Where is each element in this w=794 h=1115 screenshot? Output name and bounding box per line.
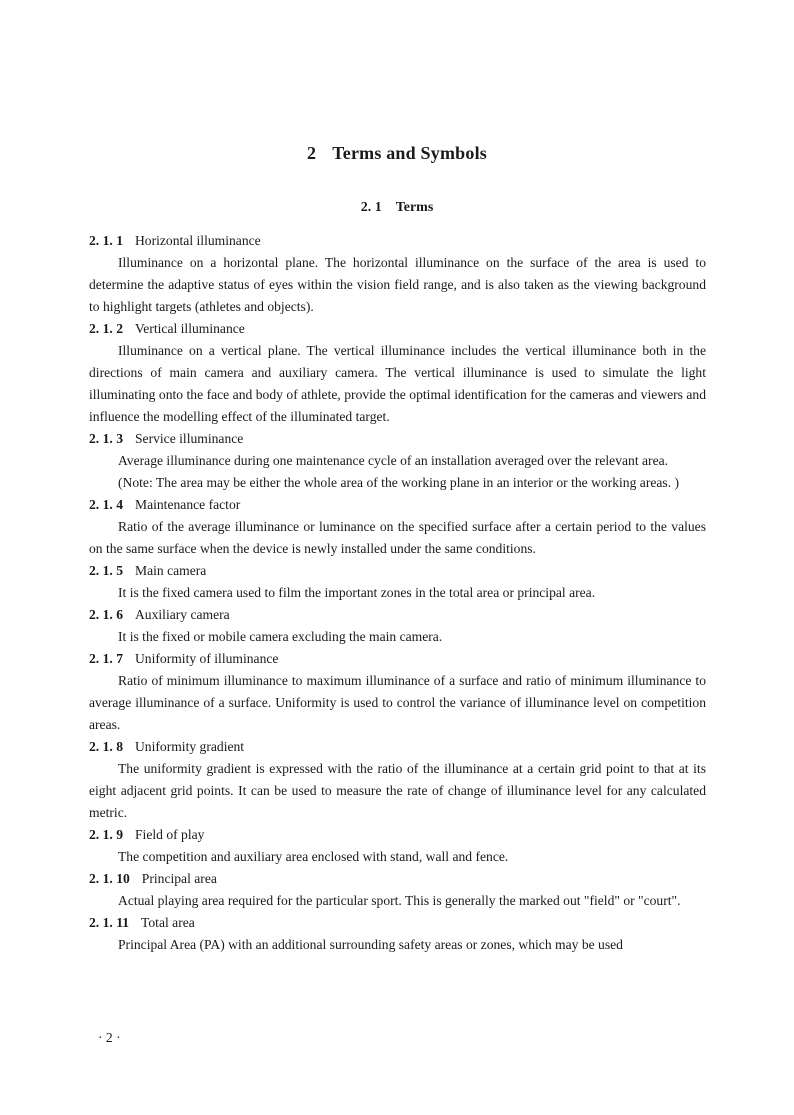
term-definition: Illuminance on a vertical plane. The vertical illuminance includes the vertical illuminance both in the directions of main camera and auxiliary camera. The vertical illuminance is used to simulate the light illuminating onto the face and body of athlete, provide the optimal identification for the cameras and viewers and influence the modelling effect of the illuminated target. [89, 343, 706, 424]
term-entry [89, 230, 706, 318]
term-number: 2. 1. 10 [89, 871, 130, 886]
term-number: 2. 1. 7 [89, 651, 123, 666]
term-definition: The competition and auxiliary area enclosed with stand, wall and fence. [118, 849, 509, 864]
term-number: 2. 1. 9 [89, 827, 123, 842]
term-title: Auxiliary camera [134, 607, 230, 622]
term-number: 2. 1. 4 [89, 497, 123, 512]
chapter-title [0, 143, 794, 164]
term-entry [89, 604, 706, 648]
term-number: 2. 1. 3 [89, 431, 123, 446]
term-heading [89, 868, 706, 890]
term-title: Uniformity gradient [134, 739, 245, 754]
term-heading [89, 604, 706, 626]
term-entry [89, 428, 706, 494]
term-definition: (Note: The area may be either the whole area of the working plane in an interior or the working areas. ) [118, 475, 680, 490]
term-title: Principal area [141, 871, 217, 886]
section-title [0, 200, 794, 216]
term-title: Vertical illuminance [134, 321, 245, 336]
term-entry [89, 824, 706, 868]
term-title: Main camera [134, 563, 207, 578]
section-title-text: Terms [395, 200, 434, 215]
term-definition: The uniformity gradient is expressed with the ratio of the illuminance at a certain grid point to that at its eight adjacent grid points. It can be used to measure the rate of change of illuminance level for any calculated metric. [89, 761, 706, 820]
term-number: 2. 1. 1 [89, 233, 123, 248]
term-entry [89, 736, 706, 824]
term-entry [89, 912, 706, 956]
term-definition: Average illuminance during one maintenance cycle of an installation averaged over the relevant area. [118, 453, 669, 468]
term-number: 2. 1. 2 [89, 321, 123, 336]
chapter-number: 2 [307, 143, 317, 163]
term-number: 2. 1. 11 [89, 915, 130, 930]
term-title: Uniformity of illuminance [134, 651, 279, 666]
term-number: 2. 1. 5 [89, 563, 123, 578]
term-heading [89, 494, 706, 516]
term-definition: Actual playing area required for the particular sport. This is generally the marked out "field" or "court". [118, 893, 681, 908]
term-entry [89, 868, 706, 912]
term-heading [89, 318, 706, 340]
term-heading [89, 824, 706, 846]
term-entry [89, 648, 706, 736]
term-definition: Principal Area (PA) with an additional surrounding safety areas or zones, which may be used [118, 937, 623, 952]
term-number: 2. 1. 6 [89, 607, 123, 622]
term-title: Horizontal illuminance [134, 233, 261, 248]
term-heading [89, 428, 706, 450]
term-title: Service illuminance [134, 431, 244, 446]
chapter-title-text: Terms and Symbols [332, 143, 487, 163]
term-heading [89, 560, 706, 582]
page-number: · 2 · [98, 1030, 121, 1045]
term-heading [89, 648, 706, 670]
term-title: Field of play [134, 827, 205, 842]
term-definition: Ratio of the average illuminance or luminance on the specified surface after a certain period to the values on the same surface when the device is newly installed under the same conditions. [89, 519, 706, 556]
term-entry [89, 560, 706, 604]
term-heading [89, 230, 706, 252]
term-title: Maintenance factor [134, 497, 241, 512]
section-number: 2. 1 [360, 200, 382, 215]
term-definition: Illuminance on a horizontal plane. The horizontal illuminance on the surface of the area is used to determine the adaptive status of eyes within the vision field range, and is also taken as the viewing background to highlight targets (athletes and objects). [89, 255, 706, 314]
term-number: 2. 1. 8 [89, 739, 123, 754]
term-title: Total area [141, 915, 195, 930]
term-definition: It is the fixed or mobile camera excluding the main camera. [118, 629, 443, 644]
terms-list [89, 230, 706, 956]
term-heading [89, 912, 706, 934]
term-definition: It is the fixed camera used to film the important zones in the total area or principal area. [118, 585, 596, 600]
term-entry [89, 318, 706, 428]
term-heading [89, 736, 706, 758]
term-definition: Ratio of minimum illuminance to maximum illuminance of a surface and ratio of minimum illuminance to average illuminance of a surface. Uniformity is used to control the variance of illuminance level on competition areas. [89, 673, 706, 732]
term-entry [89, 494, 706, 560]
